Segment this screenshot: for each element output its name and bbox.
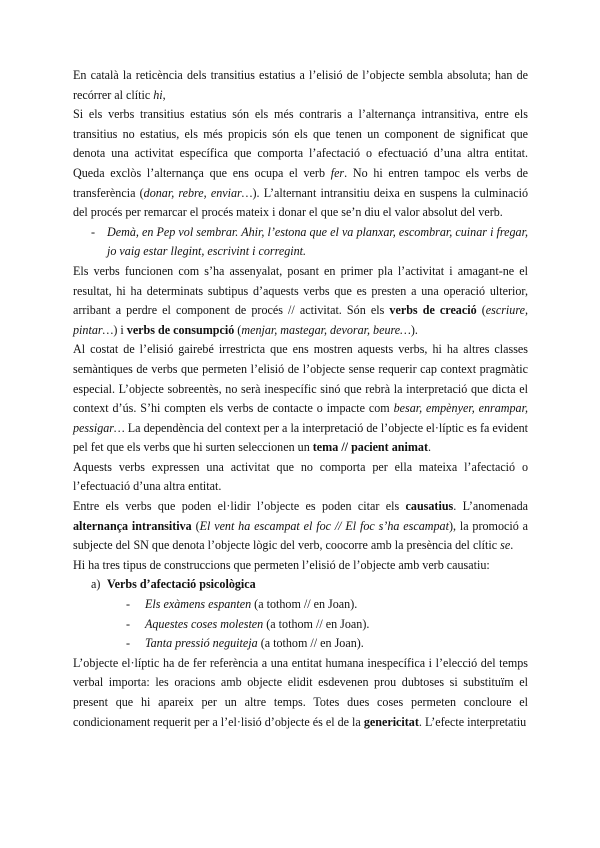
text-run: En català la reticència dels transitius estatius a l’elisió de l’objecte sembla absoluta; han de recórrer al clític bbox=[73, 68, 528, 102]
text-run: . L’efecte interpretatiu bbox=[418, 714, 527, 729]
list-dash: - bbox=[126, 597, 131, 612]
example-text: Els exàmens espanten bbox=[145, 597, 252, 612]
sub-list-item bbox=[73, 595, 528, 615]
text-run: ( bbox=[476, 303, 486, 318]
list-marker: a) bbox=[91, 577, 101, 592]
italic-run: fer bbox=[330, 165, 345, 180]
sub-list-item bbox=[73, 615, 528, 635]
text-run: Els verbs funcionen com s’ha assenyalat, posant en primer pla l’activitat i amagant-ne el resultat, hi ha determinats subtipus d’aquests verbs que es presten a una operació ulterior, arribant a perdre el component de procés // activitat. Són els bbox=[73, 263, 528, 318]
example-text: Tanta pressió neguiteja bbox=[145, 636, 258, 651]
italic-run: besar, empènyer, enrampar, pessigar… bbox=[73, 401, 528, 435]
example-text: Aquestes coses molesten bbox=[145, 616, 264, 631]
example-text: Demà, en Pep vol sembrar. Ahir, l’estona que el va planxar, escombrar, cuinar i fregar, jo vaig estar llegint, escrivint i corregint. bbox=[107, 224, 528, 259]
text-run: Si els verbs transitius estatius són els més contraris a l’alternança intransitiva, entre els transitius no estatius, els més propicis són els que tenen un component de significat que denota una activitat específica que comporta l’afectació o efectuació d’una altra entitat. Queda exclòs l’alternança que ens ocupa el verb bbox=[73, 107, 528, 180]
bold-run: tema // pacient animat bbox=[312, 440, 428, 455]
example-list-item bbox=[73, 223, 528, 262]
text-run: L’objecte el·líptic ha de fer referència a una entitat humana inespecífica i l’elecció del temps verbal importa: les oracions amb objecte elidit esdevenen prou dubtoses si substituïm el present que hi apareix per un altre temps. Totes dues coses permeten concloure el condicionament requerit per a l’el·lisió d’objecte és el de la bbox=[73, 655, 528, 729]
text-run: Entre els verbs que poden el·lidir l’objecte es poden citar els bbox=[73, 499, 406, 514]
alpha-list-item bbox=[73, 575, 528, 595]
text-run: ( bbox=[191, 518, 200, 533]
text-run: La dependència del context per a la interpretació de l’objecte el·líptic es fa evident pel fet que els verbs que hi surten seleccionen un bbox=[73, 420, 528, 455]
text-run: (a tothom // en Joan). bbox=[263, 616, 370, 631]
paragraph-3 bbox=[73, 262, 528, 340]
paragraph-5 bbox=[73, 458, 528, 497]
italic-run: El vent ha escampat el foc // El foc s’ha escampat bbox=[199, 518, 449, 533]
text-run: . No hi entren tampoc els verbs de transferència ( bbox=[73, 165, 529, 200]
text-run: ( bbox=[234, 322, 242, 337]
text-run: . bbox=[428, 440, 432, 455]
paragraph-7 bbox=[73, 556, 528, 576]
text-run: ). bbox=[410, 322, 418, 337]
paragraph-4 bbox=[73, 340, 528, 458]
bold-run: genericitat bbox=[363, 714, 419, 729]
bold-run: causatius bbox=[405, 499, 454, 514]
paragraph-6 bbox=[73, 497, 528, 556]
text-run: , bbox=[162, 87, 166, 102]
text-run: (a tothom // en Joan). bbox=[251, 597, 358, 612]
paragraph-1 bbox=[73, 66, 528, 105]
sub-list-item bbox=[73, 634, 528, 654]
text-run: Hi ha tres tipus de construccions que permeten l’elisió de l’objecte amb verb causatiu: bbox=[73, 557, 490, 572]
list-heading: Verbs d’afectació psicològica bbox=[107, 577, 256, 592]
list-dash: - bbox=[126, 636, 131, 651]
text-run: Al costat de l’elisió gairebé irrestricta que ens mostren aquests verbs, hi ha altres classes semàntiques de verbs que permeten l’elisió de l’objecte sense requerir cap context pragmàtic especial. L’objecte sobreentès, no serà inespecífic sinó que rebrà la interpretació que dicta el context d’ús. S’hi compten els verbs de contacte o impacte com bbox=[73, 342, 528, 416]
italic-run: donar, rebre, enviar… bbox=[143, 185, 253, 200]
italic-run: escriure, pintar… bbox=[73, 303, 528, 337]
italic-run: hi bbox=[153, 87, 163, 102]
bold-run: verbs de creació bbox=[389, 303, 477, 318]
text-run: (a tothom // en Joan). bbox=[257, 636, 364, 651]
text-run: ). L’alternant intransitiu deixa en suspens la culminació del procés per remarcar el procés mateix i donar el que se’n diu el valor absolut del verb. bbox=[73, 185, 529, 220]
text-run: ), la promoció a subjecte del SN que denota l’objecte lògic del verb, coocorre amb la presència del clític bbox=[73, 518, 528, 553]
italic-run: menjar, mastegar, devorar, beure… bbox=[241, 322, 411, 337]
paragraph-8 bbox=[73, 654, 528, 732]
bold-run: verbs de consumpció bbox=[126, 322, 235, 337]
list-dash: - bbox=[91, 224, 96, 239]
text-run: Aquests verbs expressen una activitat que no comporta per ella mateixa l’afectació o l’efectuació d’una altra entitat. bbox=[73, 459, 528, 494]
list-dash: - bbox=[126, 616, 131, 631]
bold-run: alternança intransitiva bbox=[73, 518, 192, 533]
text-run: . bbox=[510, 538, 514, 553]
paragraph-2 bbox=[73, 105, 528, 223]
text-run: . L’anomenada bbox=[453, 499, 528, 514]
italic-run: se bbox=[500, 538, 511, 553]
document-body bbox=[73, 66, 528, 732]
text-run: ) i bbox=[113, 322, 127, 337]
